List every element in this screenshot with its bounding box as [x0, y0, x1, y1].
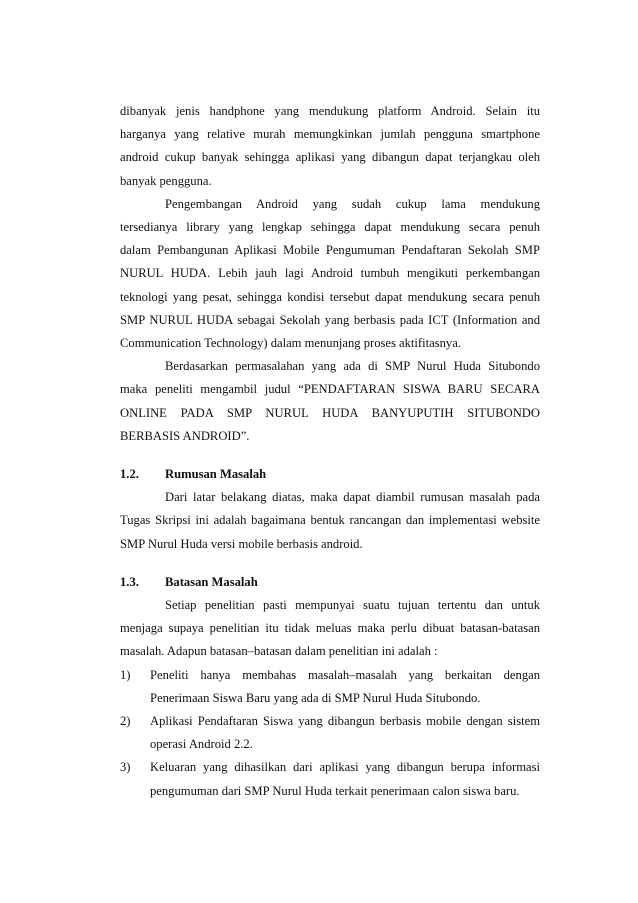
paragraph-line: Communication Technology) dalam menunjang proses aktifitasnya. [120, 336, 461, 350]
paragraph-line: tersedianya library yang lengkap sehingga dapat mendukung secara penuh [120, 220, 540, 234]
paragraph-line: teknologi yang pesat, sehingga kondisi tersebut dapat mendukung secara penuh [120, 289, 540, 304]
section-heading: Batasan Masalah [165, 574, 258, 589]
paragraph-line: Berdasarkan permasalahan yang ada di SMP Nurul Huda Situbondo [165, 359, 540, 374]
paragraph-line: Setiap penelitian pasti mempunyai suatu tujuan tertentu dan untuk [165, 598, 540, 612]
list-number: 2) [120, 714, 131, 728]
list-item-line: Peneliti hanya membahas masalah–masalah yang berkaitan dengan [150, 667, 540, 682]
paragraph-line: dibanyak jenis handphone yang mendukung platform Android. Selain itu [120, 104, 540, 118]
paragraph-line: Pengembangan Android yang sudah cukup lama mendukung [165, 196, 540, 211]
paragraph-line: masalah. Adapun batasan–batasan dalam penelitian ini adalah : [120, 644, 438, 659]
paragraph-line: SMP Nurul Huda versi mobile berbasis android. [120, 536, 363, 551]
list-item-line: Aplikasi Pendaftaran Siswa yang dibangun berbasis mobile dengan sistem [150, 714, 540, 728]
list-item-line: operasi Android 2.2. [150, 737, 253, 752]
paragraph-line: BERBASIS ANDROID”. [120, 428, 250, 443]
paragraph-line: android cukup banyak sehingga aplikasi yang dibangun dapat terjangkau oleh [120, 150, 540, 165]
list-item-line: pengumuman dari SMP Nurul Huda terkait penerimaan calon siswa baru. [150, 783, 520, 798]
paragraph-line: harganya yang relative murah memungkinkan jumlah pengguna smartphone [120, 127, 540, 142]
paragraph-line: ONLINE PADA SMP NURUL HUDA BANYUPUTIH SITUBONDO [120, 405, 540, 420]
list-item-line: Penerimaan Siswa Baru yang ada di SMP Nurul Huda Situbondo. [150, 690, 481, 705]
paragraph-line: maka peneliti mengambil judul “PENDAFTARAN SISWA BARU SECARA [120, 382, 540, 397]
section-number: 1.3. [120, 574, 139, 589]
paragraph-line: NURUL HUDA. Lebih jauh lagi Android tumbuh mengikuti perkembangan [120, 266, 540, 281]
paragraph-line: SMP NURUL HUDA sebagai Sekolah yang berbasis pada ICT (Information and [120, 312, 540, 327]
list-number: 1) [120, 667, 131, 682]
list-number: 3) [120, 760, 131, 775]
paragraph-line: dalam Pembangunan Aplikasi Mobile Pengumuman Pendaftaran Sekolah SMP [120, 243, 540, 258]
paragraph-line: Dari latar belakang diatas, maka dapat diambil rumusan masalah pada [165, 490, 540, 505]
paragraph-line: banyak pengguna. [120, 173, 212, 188]
paragraph-line: menjaga supaya penelitian itu tidak meluas maka perlu dibuat batasan-batasan [120, 621, 540, 636]
section-number: 1.2. [120, 467, 139, 481]
section-heading: Rumusan Masalah [165, 467, 267, 481]
list-item-line: Keluaran yang dihasilkan dari aplikasi yang dibangun berupa informasi [150, 760, 540, 775]
paragraph-line: Tugas Skripsi ini adalah bagaimana bentuk rancangan dan implementasi website [120, 513, 540, 528]
